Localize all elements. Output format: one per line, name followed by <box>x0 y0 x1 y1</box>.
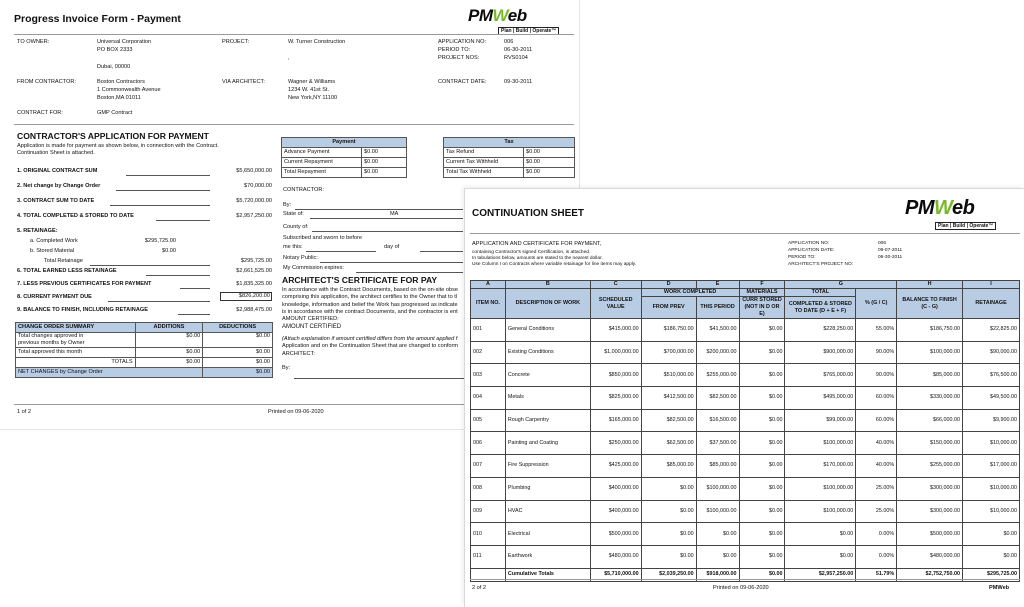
pmweb-logo-2: PMWeb <box>905 197 975 219</box>
col-letter-f: F <box>739 281 785 289</box>
intro-1: APPLICATION AND CERTIFICATE FOR PAYMENT, <box>472 241 602 247</box>
col-letter-d: D <box>641 281 696 289</box>
contract-for: GMP Contract <box>97 110 133 116</box>
contractor-sig-label: CONTRACTOR: <box>283 187 324 193</box>
totals-percent: 51.79% <box>856 568 897 581</box>
table-row <box>471 432 1020 455</box>
row-percent: 25.00% <box>856 477 897 500</box>
row-retainage: $10,000.00 <box>963 432 1020 455</box>
row-percent: 60.00% <box>856 387 897 410</box>
co-row-1-label: Total changes approved in <box>16 333 136 341</box>
completed-work-label: a. Completed Work <box>30 238 78 244</box>
co-totals-label: TOTALS <box>16 358 136 368</box>
notary-label: Notary Public: <box>283 255 318 261</box>
retainage-label: 5. RETAINAGE: <box>17 228 58 234</box>
change-order-summary-table <box>15 322 273 378</box>
row-description: Existing Conditions <box>505 341 590 364</box>
arch-text-3: knowledge, information and belief the Work has progressed as indicate <box>282 301 458 308</box>
table-row <box>471 341 1020 364</box>
totals-scheduled: $5,710,000.00 <box>590 568 641 581</box>
header-materials: MATERIALS <box>739 289 785 297</box>
totals-label: Cumulative Totals <box>505 568 590 581</box>
row-description: HVAC <box>505 500 590 523</box>
row-stored: $0.00 <box>739 409 785 432</box>
pmweb-logo: PMWeb <box>468 6 527 25</box>
current-tax-withheld-value: $0.00 <box>524 158 575 168</box>
architect-by-label: By: <box>282 364 291 371</box>
project-label: PROJECT: <box>222 39 250 45</box>
payment-table <box>281 137 407 178</box>
logo-tagline: Plan | Build | Operate™ <box>498 27 559 35</box>
line-1-value: $5,650,000.00 <box>236 168 272 174</box>
row-percent: 25.00% <box>856 500 897 523</box>
stored-material-value: $0.00 <box>162 248 176 254</box>
page-title: Progress Invoice Form - Payment <box>14 13 181 25</box>
row-item-no: 009 <box>471 500 506 523</box>
architect-line2: 1234 W. 41st St. <box>288 87 330 93</box>
meta-app-date: 09-07-2011 <box>878 248 903 253</box>
row-scheduled: $425,000.00 <box>590 455 641 478</box>
to-owner-label: TO OWNER: <box>17 39 50 45</box>
row-item-no: 003 <box>471 364 506 387</box>
row-item-no: 008 <box>471 477 506 500</box>
total-repayment-label: Total Repayment <box>282 168 362 178</box>
continuation-sheet-page <box>464 188 1024 607</box>
page-1-footer-printed: Printed on 09-06-2020 <box>268 409 324 415</box>
row-scheduled: $500,000.00 <box>590 523 641 546</box>
row-description: Electrical <box>505 523 590 546</box>
co-net-value: $0.00 <box>203 368 273 378</box>
row-item-no: 005 <box>471 409 506 432</box>
owner-line2: PO BOX 2333 <box>97 47 133 53</box>
page-2-footer-printed: Printed on 09-06-2020 <box>713 585 769 591</box>
amount-certified-heading: AMOUNT CERTIFIED <box>282 324 342 331</box>
row-completed: $170,000.00 <box>785 455 856 478</box>
architect-sig-label: ARCHITECT: <box>282 350 315 357</box>
tax-refund-label: Tax Refund <box>444 148 524 158</box>
header-balance: BALANCE TO FINISH (C - G) <box>897 289 963 319</box>
totals-from-prev: $2,039,250.00 <box>641 568 696 581</box>
table-row <box>471 545 1020 568</box>
header-item-no: ITEM NO. <box>471 289 506 319</box>
intro-3: In tabulations below, amounts are stated to the nearest dollar. <box>472 256 603 261</box>
arch-text-2: comprising this application, the architect certifies to the Owner that to tl <box>282 294 458 301</box>
table-row <box>471 523 1020 546</box>
header-total: TOTAL <box>785 289 856 297</box>
sworn-label: Subscribed and sworn to before <box>283 235 362 241</box>
row-retainage: $76,500.00 <box>963 364 1020 387</box>
col-letter-b: B <box>505 281 590 289</box>
tax-header: Tax <box>444 138 575 148</box>
row-from-prev: $0.00 <box>641 523 696 546</box>
line-9-label: 9. BALANCE TO FINISH, INCLUDING RETAINAGE <box>17 307 148 313</box>
co-totals-add: $0.00 <box>135 358 203 368</box>
co-totals-ded: $0.00 <box>203 358 273 368</box>
row-this-period: $100,000.00 <box>696 477 739 500</box>
row-percent: 60.00% <box>856 409 897 432</box>
stored-material-label: b. Stored Material <box>30 248 75 254</box>
meta-project-label: ARCHITECT'S PROJECT NO: <box>788 262 854 267</box>
line-7-value: $1,835,325.00 <box>236 281 272 287</box>
meta-app-no: 006 <box>878 241 887 246</box>
totals-balance: $2,752,750.00 <box>897 568 963 581</box>
co-row-2-label: previous months by Owner <box>16 340 136 348</box>
row-this-period: $16,500.00 <box>696 409 739 432</box>
row-completed: $0.00 <box>785 523 856 546</box>
project-value-2: , <box>288 55 290 61</box>
row-stored: $0.00 <box>739 319 785 342</box>
row-this-period: $41,500.00 <box>696 319 739 342</box>
totals-completed: $2,957,250.00 <box>785 568 856 581</box>
continuation-rows <box>471 319 1020 569</box>
attach-text-1: (Attach explanation if amount certified differs from the amount applied f <box>282 336 458 343</box>
row-description: Concrete <box>505 364 590 387</box>
row-completed: $100,000.00 <box>785 500 856 523</box>
line-7-label: 7. LESS PREVIOUS CERTIFICATES FOR PAYMENT <box>17 281 152 287</box>
row-completed: $100,000.00 <box>785 477 856 500</box>
co-header-deductions: DEDUCTIONS <box>203 323 273 333</box>
row-description: Painting and Coating <box>505 432 590 455</box>
application-no-label: APPLICATION NO: <box>438 39 487 45</box>
row-percent: 55.00% <box>856 319 897 342</box>
row-retainage: $49,500.00 <box>963 387 1020 410</box>
col-letter-c: C <box>590 281 641 289</box>
col-letter-e: E <box>696 281 739 289</box>
table-row <box>471 364 1020 387</box>
table-row <box>471 477 1020 500</box>
row-retainage: $9,900.00 <box>963 409 1020 432</box>
row-stored: $0.00 <box>739 455 785 478</box>
row-description: Plumbing <box>505 477 590 500</box>
project-value: W. Turner Construction <box>288 39 346 45</box>
total-tax-withheld-value: $0.00 <box>524 168 575 178</box>
row-scheduled: $850,000.00 <box>590 364 641 387</box>
period-to-label: PERIOD TO: <box>438 47 471 53</box>
co-header-summary: CHANGE ORDER SUMMARY <box>16 323 136 333</box>
advance-payment-label: Advance Payment <box>282 148 362 158</box>
line-2-value: $70,000.00 <box>244 183 272 189</box>
current-payment-due-value: $826,200.00 <box>220 292 272 301</box>
total-tax-withheld-label: Total Tax Withheld <box>444 168 524 178</box>
architect-certificate-heading: ARCHITECT'S CERTIFICATE FOR PAY <box>282 275 438 285</box>
header-work-completed: WORK COMPLETED <box>641 289 739 297</box>
architect-label: VIA ARCHITECT: <box>222 79 265 85</box>
line-6-label: 6. TOTAL EARNED LESS RETAINAGE <box>17 268 117 274</box>
row-stored: $0.00 <box>739 523 785 546</box>
row-from-prev: $82,500.00 <box>641 409 696 432</box>
row-balance: $150,000.00 <box>897 432 963 455</box>
row-balance: $255,000.00 <box>897 455 963 478</box>
row-stored: $0.00 <box>739 432 785 455</box>
co-row-3-add: $0.00 <box>135 348 203 358</box>
intro-2: containing Contractor's signed Certification, is attached. <box>472 250 591 255</box>
application-intro-1: Application is made for payment as shown below, in connection with the Contract. <box>17 143 219 149</box>
architect-line1: Wagner & Williams <box>288 79 336 85</box>
line-9-value: $2,988,475.00 <box>236 307 272 313</box>
intro-4: Use Column I on Contracts where variable retainage for line items may apply. <box>472 262 637 267</box>
row-percent: 0.00% <box>856 523 897 546</box>
row-completed: $228,250.00 <box>785 319 856 342</box>
totals-retainage: $295,725.00 <box>963 568 1020 581</box>
row-description: General Conditions <box>505 319 590 342</box>
attach-text-2: Application and on the Continuation Sheet that are changed to conform <box>282 343 459 350</box>
row-this-period: $85,000.00 <box>696 455 739 478</box>
row-this-period: $37,500.00 <box>696 432 739 455</box>
row-stored: $0.00 <box>739 364 785 387</box>
row-item-no: 010 <box>471 523 506 546</box>
state-value: MA <box>390 211 399 217</box>
current-repayment-value: $0.00 <box>362 158 407 168</box>
row-retainage: $0.00 <box>963 545 1020 568</box>
contract-date: 09-30-2011 <box>504 79 533 85</box>
row-percent: 40.00% <box>856 432 897 455</box>
page-2-footer-brand: PMWeb <box>989 585 1010 591</box>
commission-label: My Commission expires: <box>283 265 344 271</box>
row-this-period: $0.00 <box>696 545 739 568</box>
project-nos: RVS0104 <box>504 55 528 61</box>
current-repayment-label: Current Repayment <box>282 158 362 168</box>
me-this-label: me this: <box>283 244 303 250</box>
table-row <box>471 409 1020 432</box>
row-completed: $0.00 <box>785 545 856 568</box>
logo-tagline-2: Plan | Build | Operate™ <box>935 222 996 230</box>
row-from-prev: $62,500.00 <box>641 432 696 455</box>
row-retainage: $0.00 <box>963 523 1020 546</box>
co-row-1-add: $0.00 <box>135 333 203 341</box>
from-contractor-label: FROM CONTRACTOR: <box>17 79 76 85</box>
col-letter-a: A <box>471 281 506 289</box>
line-4-label: 4. TOTAL COMPLETED & STORED TO DATE <box>17 213 134 219</box>
meta-app-no-label: APPLICATION NO: <box>788 241 830 246</box>
row-from-prev: $700,000.00 <box>641 341 696 364</box>
row-stored: $0.00 <box>739 500 785 523</box>
col-letter-g: G <box>785 281 897 289</box>
architect-certificate-body <box>282 287 465 407</box>
row-stored: $0.00 <box>739 545 785 568</box>
row-percent: 90.00% <box>856 364 897 387</box>
row-from-prev: $412,500.00 <box>641 387 696 410</box>
row-balance: $300,000.00 <box>897 477 963 500</box>
row-from-prev: $510,000.00 <box>641 364 696 387</box>
county-label: County of: <box>283 224 309 230</box>
row-balance: $300,000.00 <box>897 500 963 523</box>
row-this-period: $82,500.00 <box>696 387 739 410</box>
state-label: State of: <box>283 211 304 217</box>
row-item-no: 007 <box>471 455 506 478</box>
row-stored: $0.00 <box>739 387 785 410</box>
co-net-label: NET CHANGES by Change Order <box>16 368 203 378</box>
payment-header: Payment <box>282 138 407 148</box>
row-balance: $500,000.00 <box>897 523 963 546</box>
row-retainage: $90,000.00 <box>963 341 1020 364</box>
co-row-3-ded: $0.00 <box>203 348 273 358</box>
row-scheduled: $1,000,000.00 <box>590 341 641 364</box>
by-label: By: <box>283 202 292 208</box>
row-completed: $900,000.00 <box>785 341 856 364</box>
row-from-prev: $0.00 <box>641 500 696 523</box>
row-from-prev: $0.00 <box>641 545 696 568</box>
row-scheduled: $250,000.00 <box>590 432 641 455</box>
day-of-label: day of <box>384 244 400 250</box>
page-2-footer-number: 2 of 2 <box>472 585 486 591</box>
page-1-footer-number: 1 of 2 <box>17 409 31 415</box>
row-completed: $100,000.00 <box>785 432 856 455</box>
header-from-prev: FROM PREV <box>641 297 696 319</box>
header-curr-stored: CURR STORED (NOT IN D OR E) <box>739 297 785 319</box>
application-no: 006 <box>504 39 514 45</box>
contractor-line1: Boston Contractors <box>97 79 145 85</box>
row-retainage: $17,000.00 <box>963 455 1020 478</box>
totals-stored: $0.00 <box>739 568 785 581</box>
row-scheduled: $165,000.00 <box>590 409 641 432</box>
row-stored: $0.00 <box>739 477 785 500</box>
row-from-prev: $85,000.00 <box>641 455 696 478</box>
row-scheduled: $825,000.00 <box>590 387 641 410</box>
row-retainage: $10,000.00 <box>963 477 1020 500</box>
completed-work-value: $295,725.00 <box>144 238 176 244</box>
totals-this-period: $918,000.00 <box>696 568 739 581</box>
row-balance: $330,000.00 <box>897 387 963 410</box>
line-3-label: 3. CONTRACT SUM TO DATE <box>17 198 95 204</box>
continuation-table <box>470 280 1020 582</box>
continuation-title: CONTINUATION SHEET <box>472 208 585 219</box>
row-this-period: $0.00 <box>696 523 739 546</box>
row-description: Rough Carpentry <box>505 409 590 432</box>
contractor-line3: Boston,MA 01011 <box>97 95 141 101</box>
header-completed-stored: COMPLETED & STORED TO DATE (D + E + F) <box>785 297 856 319</box>
meta-app-date-label: APPLICATION DATE: <box>788 248 835 253</box>
line-1-label: 1. ORIGINAL CONTRACT SUM <box>17 168 98 174</box>
meta-period-label: PERIOD TO: <box>788 255 816 260</box>
col-letter-i: I <box>963 281 1020 289</box>
contract-for-label: CONTRACT FOR: <box>17 110 63 116</box>
application-heading: CONTRACTOR'S APPLICATION FOR PAYMENT <box>17 131 209 141</box>
current-tax-withheld-label: Current Tax Withheld <box>444 158 524 168</box>
architect-line3: New York,NY 11100 <box>288 95 338 101</box>
row-retainage: $10,000.00 <box>963 500 1020 523</box>
line-4-value: $2,957,250.00 <box>236 213 272 219</box>
co-row-1-ded: $0.00 <box>203 333 273 341</box>
table-row <box>471 319 1020 342</box>
period-to: 06-30-2011 <box>504 47 533 53</box>
tax-refund-value: $0.00 <box>524 148 575 158</box>
contract-date-label: CONTRACT DATE: <box>438 79 487 85</box>
row-scheduled: $400,000.00 <box>590 477 641 500</box>
co-row-3-label: Total approved this month <box>16 348 136 358</box>
header-scheduled-value: SCHEDULED VALUE <box>590 289 641 319</box>
application-intro-2: Continuation Sheet is attached. <box>17 150 95 156</box>
row-balance: $85,000.00 <box>897 364 963 387</box>
owner-line1: Universal Corporation <box>97 39 152 45</box>
header-this-period: THIS PERIOD <box>696 297 739 319</box>
row-balance: $100,000.00 <box>897 341 963 364</box>
line-3-value: $5,720,000.00 <box>236 198 272 204</box>
row-item-no: 011 <box>471 545 506 568</box>
row-item-no: 001 <box>471 319 506 342</box>
row-percent: 90.00% <box>856 341 897 364</box>
arch-text-4: is in accordance with the contract Documents, and the contractor is ent <box>282 308 458 315</box>
row-from-prev: $0.00 <box>641 477 696 500</box>
arch-text-1: In accordance with the Contract Documents, based on the on-site obse <box>282 287 458 293</box>
header-description: DESCRIPTION OF WORK <box>505 289 590 319</box>
row-balance: $66,000.00 <box>897 409 963 432</box>
header-percent: % (G / C) <box>856 289 897 319</box>
header-retainage: RETAINAGE <box>963 289 1020 319</box>
row-this-period: $100,000.00 <box>696 500 739 523</box>
row-percent: 0.00% <box>856 545 897 568</box>
table-row <box>471 387 1020 410</box>
row-scheduled: $480,000.00 <box>590 545 641 568</box>
row-completed: $99,000.00 <box>785 409 856 432</box>
tax-table <box>443 137 575 178</box>
total-repayment-value: $0.00 <box>362 168 407 178</box>
row-retainage: $22,825.00 <box>963 319 1020 342</box>
row-completed: $495,000.00 <box>785 387 856 410</box>
row-stored: $0.00 <box>739 341 785 364</box>
row-balance: $186,750.00 <box>897 319 963 342</box>
row-description: Earthwork <box>505 545 590 568</box>
total-retainage-label: Total Retainage <box>44 258 83 264</box>
project-nos-label: PROJECT NOS: <box>438 55 480 61</box>
row-this-period: $200,000.00 <box>696 341 739 364</box>
line-2-label: 2. Net change by Change Order <box>17 183 101 189</box>
contractor-line2: 1 Commonwealth Avenue <box>97 87 161 93</box>
row-balance: $480,000.00 <box>897 545 963 568</box>
row-completed: $765,000.00 <box>785 364 856 387</box>
line-8-label: 8. CURRENT PAYMENT DUE <box>17 294 92 300</box>
table-row <box>471 500 1020 523</box>
co-header-additions: ADDITIONS <box>135 323 203 333</box>
owner-line3: Dubai, 00000 <box>97 64 131 70</box>
row-scheduled: $415,000.00 <box>590 319 641 342</box>
row-from-prev: $186,750.00 <box>641 319 696 342</box>
amount-certified-label: AMOUNT CERTIFIED: <box>282 316 339 323</box>
row-percent: 40.00% <box>856 455 897 478</box>
advance-payment-value: $0.00 <box>362 148 407 158</box>
row-item-no: 004 <box>471 387 506 410</box>
table-row <box>471 455 1020 478</box>
total-retainage-value: $295,725.00 <box>240 258 272 264</box>
row-scheduled: $400,000.00 <box>590 500 641 523</box>
row-item-no: 002 <box>471 341 506 364</box>
line-6-value: $2,661,525.00 <box>236 268 272 274</box>
row-item-no: 006 <box>471 432 506 455</box>
col-letter-h: H <box>897 281 963 289</box>
row-this-period: $255,000.00 <box>696 364 739 387</box>
row-description: Fire Suppression <box>505 455 590 478</box>
meta-period: 06-30-2011 <box>878 255 903 260</box>
row-description: Metals <box>505 387 590 410</box>
